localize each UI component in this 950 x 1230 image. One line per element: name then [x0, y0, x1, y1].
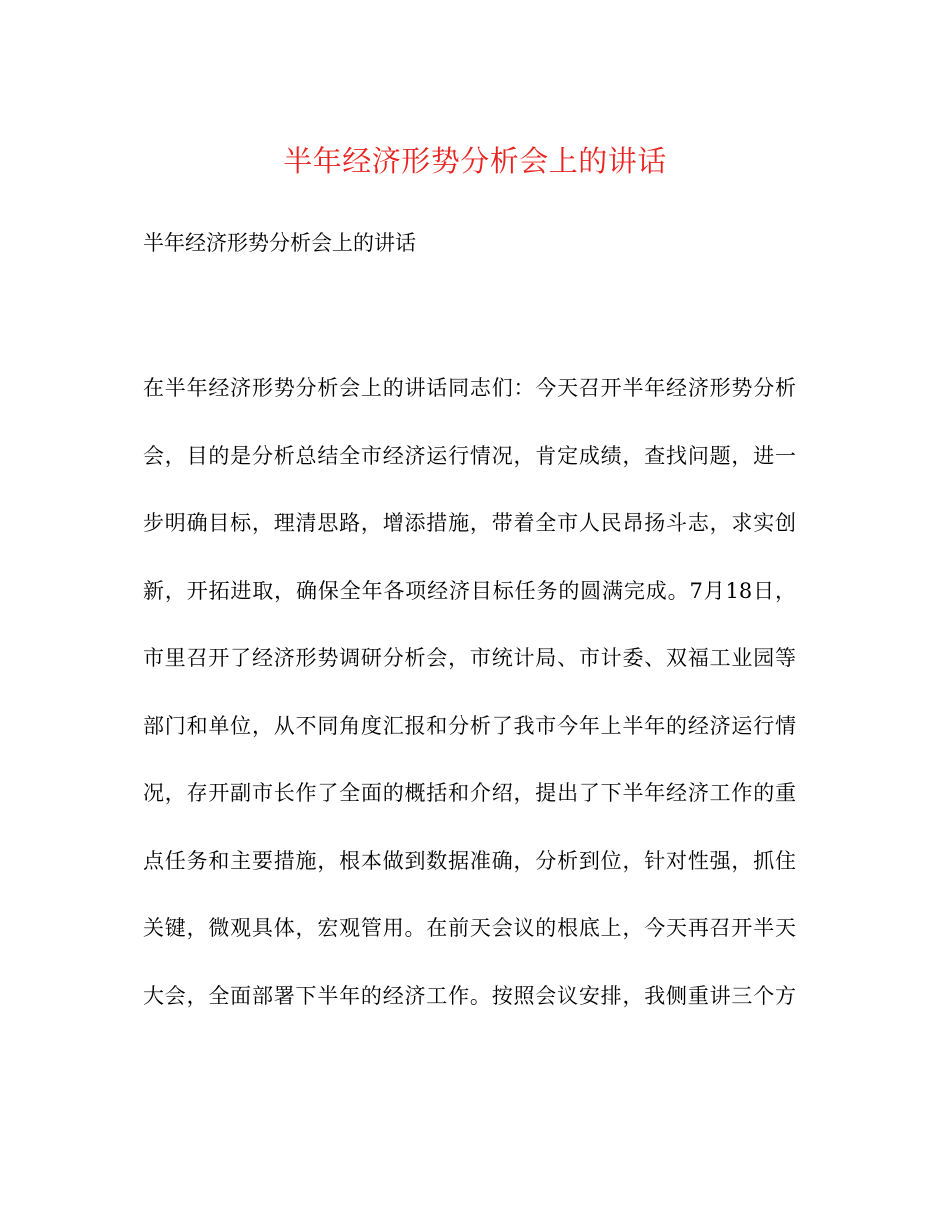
document-body — [143, 373, 803, 1048]
body-line: 市里召开了经济形势调研分析会，市统计局、市计委、双福工业园等 — [143, 646, 796, 670]
document-subtitle: 半年经济形势分析会上的讲话 — [143, 231, 416, 255]
body-line: 关键，微观具体，宏观管用。在前天会议的根底上，今天再召开半天 — [143, 916, 796, 940]
body-line: 点任务和主要措施，根本做到数据准确，分析到位，针对性强，抓住 — [143, 848, 796, 873]
body-line: 步明确目标，理清思路，增添措施，带着全市人民昂扬斗志，求实创 — [143, 511, 796, 535]
body-line: 会，目的是分析总结全市经济运行情况，肯定成绩，查找问题，进一 — [143, 443, 796, 468]
body-line: 大会，全面部署下半年的经济工作。按照会议安排，我侧重讲三个方 — [143, 983, 796, 1008]
body-line: 部门和单位，从不同角度汇报和分析了我市今年上半年的经济运行情 — [143, 713, 796, 738]
body-line: 况，存开副市长作了全面的概括和介绍，提出了下半年经济工作的重 — [143, 781, 796, 805]
body-line: 在半年经济形势分析会上的讲话同志们：今天召开半年经济形势分析 — [143, 376, 796, 400]
document-title: 半年经济形势分析会上的讲话 — [283, 144, 667, 178]
body-line: 新，开拓进取，确保全年各项经济目标任务的圆满完成。7月18日， — [143, 578, 796, 603]
